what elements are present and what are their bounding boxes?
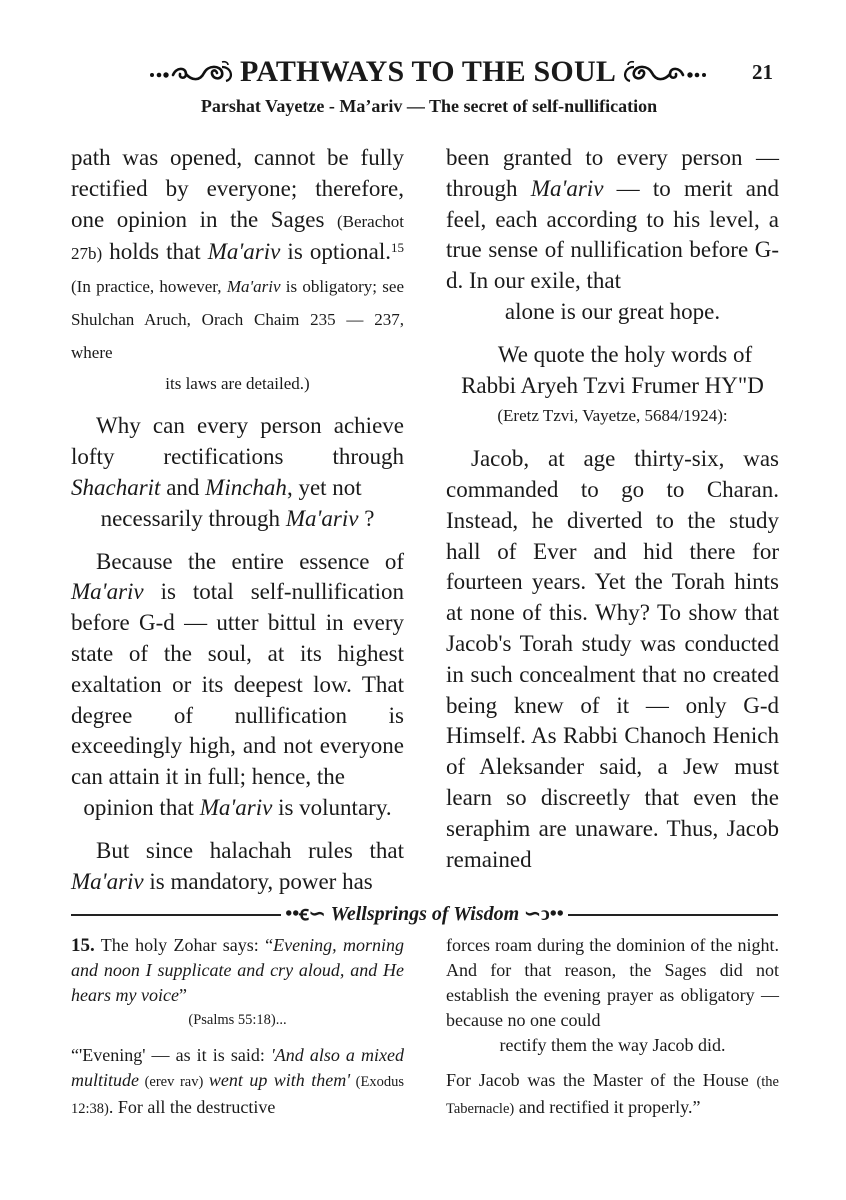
text: (In practice, however, — [71, 277, 227, 297]
text: For Jacob was the Master of the House — [446, 1070, 757, 1090]
italic-term: Ma'ariv — [199, 794, 273, 820]
quote: went up with them' — [208, 1070, 351, 1090]
text: is mandatory, power has — [143, 868, 373, 894]
footnote-reference[interactable]: 15 — [390, 240, 404, 256]
divider-label: ••ꞓ∽ Wellsprings of Wisdom ∽ↄ•• — [71, 901, 778, 927]
quote: 'And also a mixed multitude — [71, 1045, 404, 1090]
citation: (Berachot 27b) — [71, 211, 404, 264]
scroll-flourish-right-icon — [620, 59, 708, 85]
book-title: PATHWAYS TO THE SOUL — [239, 55, 617, 88]
text: opinion that — [83, 794, 200, 820]
text: But since halachah rules that — [96, 837, 404, 863]
text: and — [160, 474, 206, 500]
text: ” — [178, 985, 187, 1005]
footnote-right-column — [446, 933, 779, 1132]
text: necessarily through — [100, 505, 286, 531]
divider-title: Wellsprings of Wisdom — [330, 903, 520, 925]
paragraph — [71, 547, 404, 824]
italic-term: Ma'ariv — [71, 868, 144, 894]
running-header — [0, 52, 846, 92]
italic-term: Shacharit — [71, 474, 161, 500]
text: its laws are detailed.) — [165, 373, 310, 393]
text: is total self-nullification before G-d — utter bittul in every state of the soul, at its highest exaltation or its deepest low. That degree of nullification is exceedingly high, and not everyone can attain it in full; hence, the — [71, 579, 404, 790]
text: is obligatory; see Shulchan Aruch, Orach Chaim 235 — 237, where — [71, 277, 404, 362]
text: forces roam during the dominion of the night. And for that reason, the Sages did not establish the evening prayer as obligatory — because no one could — [446, 935, 779, 1030]
text: Jacob, at age thirty-six, was commanded to go to Charan. Instead, he diverted to the study hall of Ever and hid there for fourteen years. Yet the Torah hints at none of this. Why? To show that Jacob's Torah study was conducted in such concealment that no created being knew of it — only G-d Himself. As Rabbi Chanoch Henich of Aleksander said, a Jew must learn so discreetly that even the seraphim are unaware. Thus, Jacob remained — [446, 446, 779, 872]
footnote-paragraph — [71, 1043, 404, 1122]
footnote-paragraph — [446, 1068, 779, 1122]
transliteration: (erev rav) — [139, 1074, 209, 1090]
scroll-flourish-left-icon — [148, 59, 236, 85]
text: Because the entire essence of — [96, 548, 404, 574]
paragraph — [71, 411, 404, 534]
italic-term: Ma'ariv — [71, 579, 144, 605]
chapter-subtitle: Parshat Vayetze - Ma’ariv — The secret of self-nullification — [200, 96, 658, 116]
text: alone is our great hope. — [504, 298, 721, 324]
text: ? — [358, 505, 375, 531]
text: , yet not — [286, 474, 362, 500]
page-number: 21 — [752, 60, 773, 84]
quote: Evening, morning and noon I supplicate and cry aloud, and He hears my voice — [71, 935, 404, 1005]
text: — to merit and feel, each according to his level, a true sense of nullification before G-d. In our exile, that — [446, 175, 779, 294]
paragraph — [446, 340, 779, 432]
italic-term: Ma'ariv — [530, 175, 604, 201]
footnote-number: 15. — [71, 935, 95, 956]
text: is optional. — [280, 239, 391, 265]
right-column — [446, 143, 779, 887]
footnote — [71, 933, 404, 1033]
italic-term: Ma'ariv — [226, 277, 281, 297]
header-title-row — [133, 52, 723, 92]
text: “'Evening' — as it is said: — [71, 1045, 271, 1065]
source-citation: (Eretz Tzvi, Vayetze, 5684/1924): — [497, 406, 728, 426]
citation: (the Tabernacle) — [446, 1074, 779, 1117]
italic-term: Ma'ariv — [207, 239, 281, 265]
paragraph — [71, 836, 404, 898]
citation: (Exodus 12:38) — [71, 1074, 405, 1117]
text: and rectified it properly.” — [514, 1097, 701, 1117]
citation: (Psalms 55:18)... — [188, 1012, 287, 1028]
footnote-divider — [71, 901, 778, 927]
text: rectify them the way Jacob did. — [499, 1035, 726, 1055]
italic-term: Ma'ariv — [285, 505, 359, 531]
paragraph — [71, 143, 404, 399]
text: been granted to every person — through — [446, 145, 779, 201]
text: . For all the destructive — [108, 1097, 276, 1117]
text: Why can every person achieve lofty rectifications through — [71, 413, 404, 470]
text: We quote the holy words of Rabbi Aryeh Tzvi Frumer HY"D — [461, 341, 764, 398]
text: holds that — [102, 239, 208, 265]
text: is voluntary. — [272, 794, 392, 820]
footnote-left-column — [71, 933, 404, 1132]
text: path was opened, cannot be fully rectified by everyone; therefore, one opinion in the Sages — [71, 145, 404, 232]
italic-term: Minchah — [205, 474, 287, 500]
left-column — [71, 143, 404, 909]
paragraph — [446, 143, 779, 328]
paragraph — [446, 444, 779, 875]
text: The holy Zohar says: “ — [94, 935, 274, 955]
footnote-paragraph — [446, 933, 779, 1058]
